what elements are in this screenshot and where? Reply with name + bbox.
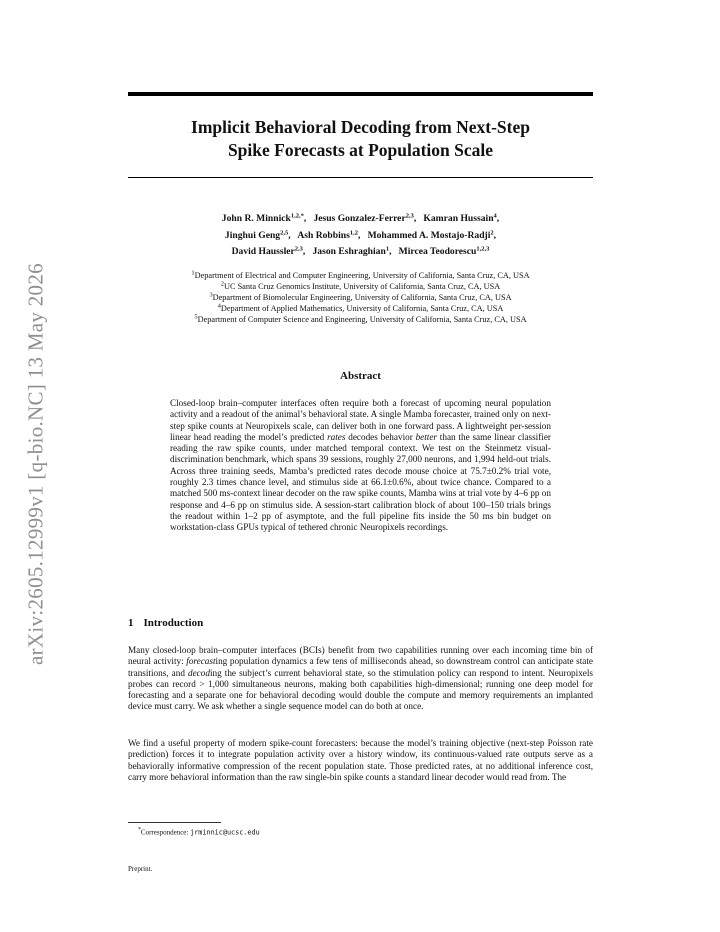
affiliation-list	[128, 271, 593, 326]
affiliation-number: 1	[191, 269, 195, 277]
affiliation-text: Department of Applied Mathematics, University of California, Santa Cruz, CA, USA	[220, 303, 504, 313]
abstract-emphasis: rates	[327, 431, 346, 442]
author-name: Mohammed A. Mostajo-Radji	[367, 229, 491, 241]
footnote-rule	[128, 822, 221, 823]
author-line-3: David Haussler$^{2,3}$, Jason Eshraghian$^1$, Mircea Teodorescu$^{1,2,3}$	[231, 245, 490, 257]
author-line-2: Jinghui Geng$^{2,5}$, Ash Robbins$^{1,2}$, Mohammed A. Mostajo-Radji$^2$,	[224, 229, 497, 241]
author-name: Kamran Hussain	[423, 213, 494, 224]
author-line-1: John R. Minnick$^{1,2,*}$, Jesus Gonzalez-Ferrer$^{2,3}$, Kamran Hussain$^4$,	[221, 212, 500, 224]
author-affil-mark: 4	[493, 212, 497, 220]
affiliation-number: 4	[217, 302, 221, 310]
paragraph-text: ing the subject’s current behavioral state, so the stimulation policy can respond to intent. Neuropixels probes can record > 1,000 simultaneous neurons, making both capabilities high-dimensional; running one deep model for forecasting and a separate one for behavioral decoding would double the compute and memory requirements an implanted device must carry. We ask whether a single sequence model can do both at once.	[128, 667, 593, 712]
author-name: David Haussler	[231, 246, 295, 257]
abstract-text: decodes behavior	[345, 431, 416, 442]
author-affil-mark: 1,2,*	[290, 212, 304, 220]
affiliation-text: Department of Computer Science and Engineering, University of California, Santa Cruz, CA, USA	[197, 314, 527, 324]
footnote	[138, 827, 260, 836]
author-name: Jinghui Geng	[224, 229, 281, 241]
affiliation-item	[128, 315, 593, 326]
author-affil-mark: 2,3	[405, 212, 414, 220]
abstract-heading: Abstract	[340, 370, 381, 382]
title-top-rule	[128, 92, 593, 96]
intro-paragraph-1	[128, 645, 593, 713]
affiliation-item	[128, 293, 593, 304]
arxiv-stamp-text: arXiv:2605.12999v1 [q-bio.NC] 13 May 2026	[23, 263, 48, 665]
footnote-email[interactable]: jrminnic@ucsc.edu	[190, 828, 260, 837]
affiliation-number: 3	[209, 291, 213, 299]
paragraph-emphasis: decod	[188, 667, 210, 678]
author-affil-mark: 2,5	[280, 229, 289, 236]
title-line-1: Implicit Behavioral Decoding from Next-Step	[191, 117, 530, 137]
title-line-2: Spike Forecasts at Population Scale	[227, 140, 494, 160]
abstract-text: Closed-loop brain–computer interfaces often require both a forecast of upcoming neural population activity and a readout of the animal’s behavioral state. A single Mamba forecaster, trained only on next-step spike counts at Neuropixels scale, can deliver both in one forward pass. A lightweight per-session linear head reading the model’s predicted	[170, 398, 551, 442]
section-number: 1	[128, 617, 134, 629]
author-affil-mark: 2,3	[294, 245, 303, 253]
author-affil-mark: 1,2	[349, 229, 358, 236]
arxiv-stamp	[20, 239, 52, 689]
affiliation-text: UC Santa Cruz Genomics Institute, University of California, Santa Cruz, CA, USA	[223, 281, 501, 291]
paragraph-text: Many closed-loop brain–computer interfaces (BCIs) benefit from two capabilities running over each incoming time bin of neural activity:	[128, 645, 593, 667]
section-title: Introduction	[143, 617, 204, 629]
author-name: Mircea Teodorescu	[398, 246, 477, 257]
author-affil-mark: 1,2,3	[476, 245, 490, 253]
footnote-label: Correspondence:	[140, 828, 191, 837]
abstract-body	[170, 398, 551, 534]
affiliation-item	[128, 282, 593, 293]
author-name: John R. Minnick	[221, 213, 291, 224]
section-heading-introduction	[128, 617, 203, 629]
paragraph-emphasis: forecast	[186, 656, 216, 667]
author-name: Jesus Gonzalez-Ferrer	[313, 213, 406, 224]
preprint-label: Preprint.	[128, 865, 153, 873]
footnote-mark: *	[138, 827, 141, 833]
author-name: Ash Robbins	[297, 229, 350, 241]
abstract-emphasis: better	[415, 431, 438, 442]
affiliation-item	[128, 271, 593, 282]
intro-paragraph-2: We find a useful property of modern spike-count forecasters: because the model’s training objective (next-step Poisson rate prediction) forces it to integrate population activity over a history window, its continuous-valued rate outputs serve as a behaviorally informative compression of the recent population state. Those predicted rates, at no additional inference cost, carry more behavioral information than the raw single-bin spike counts a standard linear decoder would read from. The	[128, 738, 593, 782]
affiliation-number: 5	[194, 313, 198, 321]
abstract-text: than the same linear classifier reading the raw spike counts, under matched temporal context. We test on the Steinmetz visual-discrimination benchmark, which spans 39 sessions, roughly 27,000 neurons, and 1,994 held-out trials. Across three training seeds, Mamba’s predicted rates decode mouse choice at 75.7±0.2% trial vote, roughly 2.3 times chance level, and stimulus side at 66.1±0.6%, about twice chance. Compared to a matched 500 ms-context linear decoder on the raw spike counts, Mamba wins at trial vote by 4–6 pp on response and 4–6 pp on stimulus side. A session-start calibration block of about 100–150 trials brings the readout within 1–2 pp of asymptote, and the full pipeline fits inside the 50 ms bin budget on workstation-class GPUs typical of tethered chronic Neuropixels recordings.	[170, 431, 551, 533]
affiliation-text: Department of Electrical and Computer Engineering, University of California, Santa Cruz, CA, USA	[194, 271, 530, 280]
author-affil-mark: 1	[385, 245, 390, 253]
author-name: Jason Eshraghian	[312, 246, 386, 257]
paper-title	[128, 116, 593, 162]
affiliation-number: 2	[220, 280, 224, 288]
author-affil-mark: 2	[490, 229, 494, 236]
paragraph-text: ing population dynamics a few tens of milliseconds ahead, so downstream control can anticipate state transitions, and	[128, 656, 594, 678]
author-list	[128, 211, 593, 261]
title-bottom-rule	[128, 177, 593, 178]
affiliation-text: Department of Biomolecular Engineering, University of California, Santa Cruz, CA, USA	[212, 292, 512, 302]
